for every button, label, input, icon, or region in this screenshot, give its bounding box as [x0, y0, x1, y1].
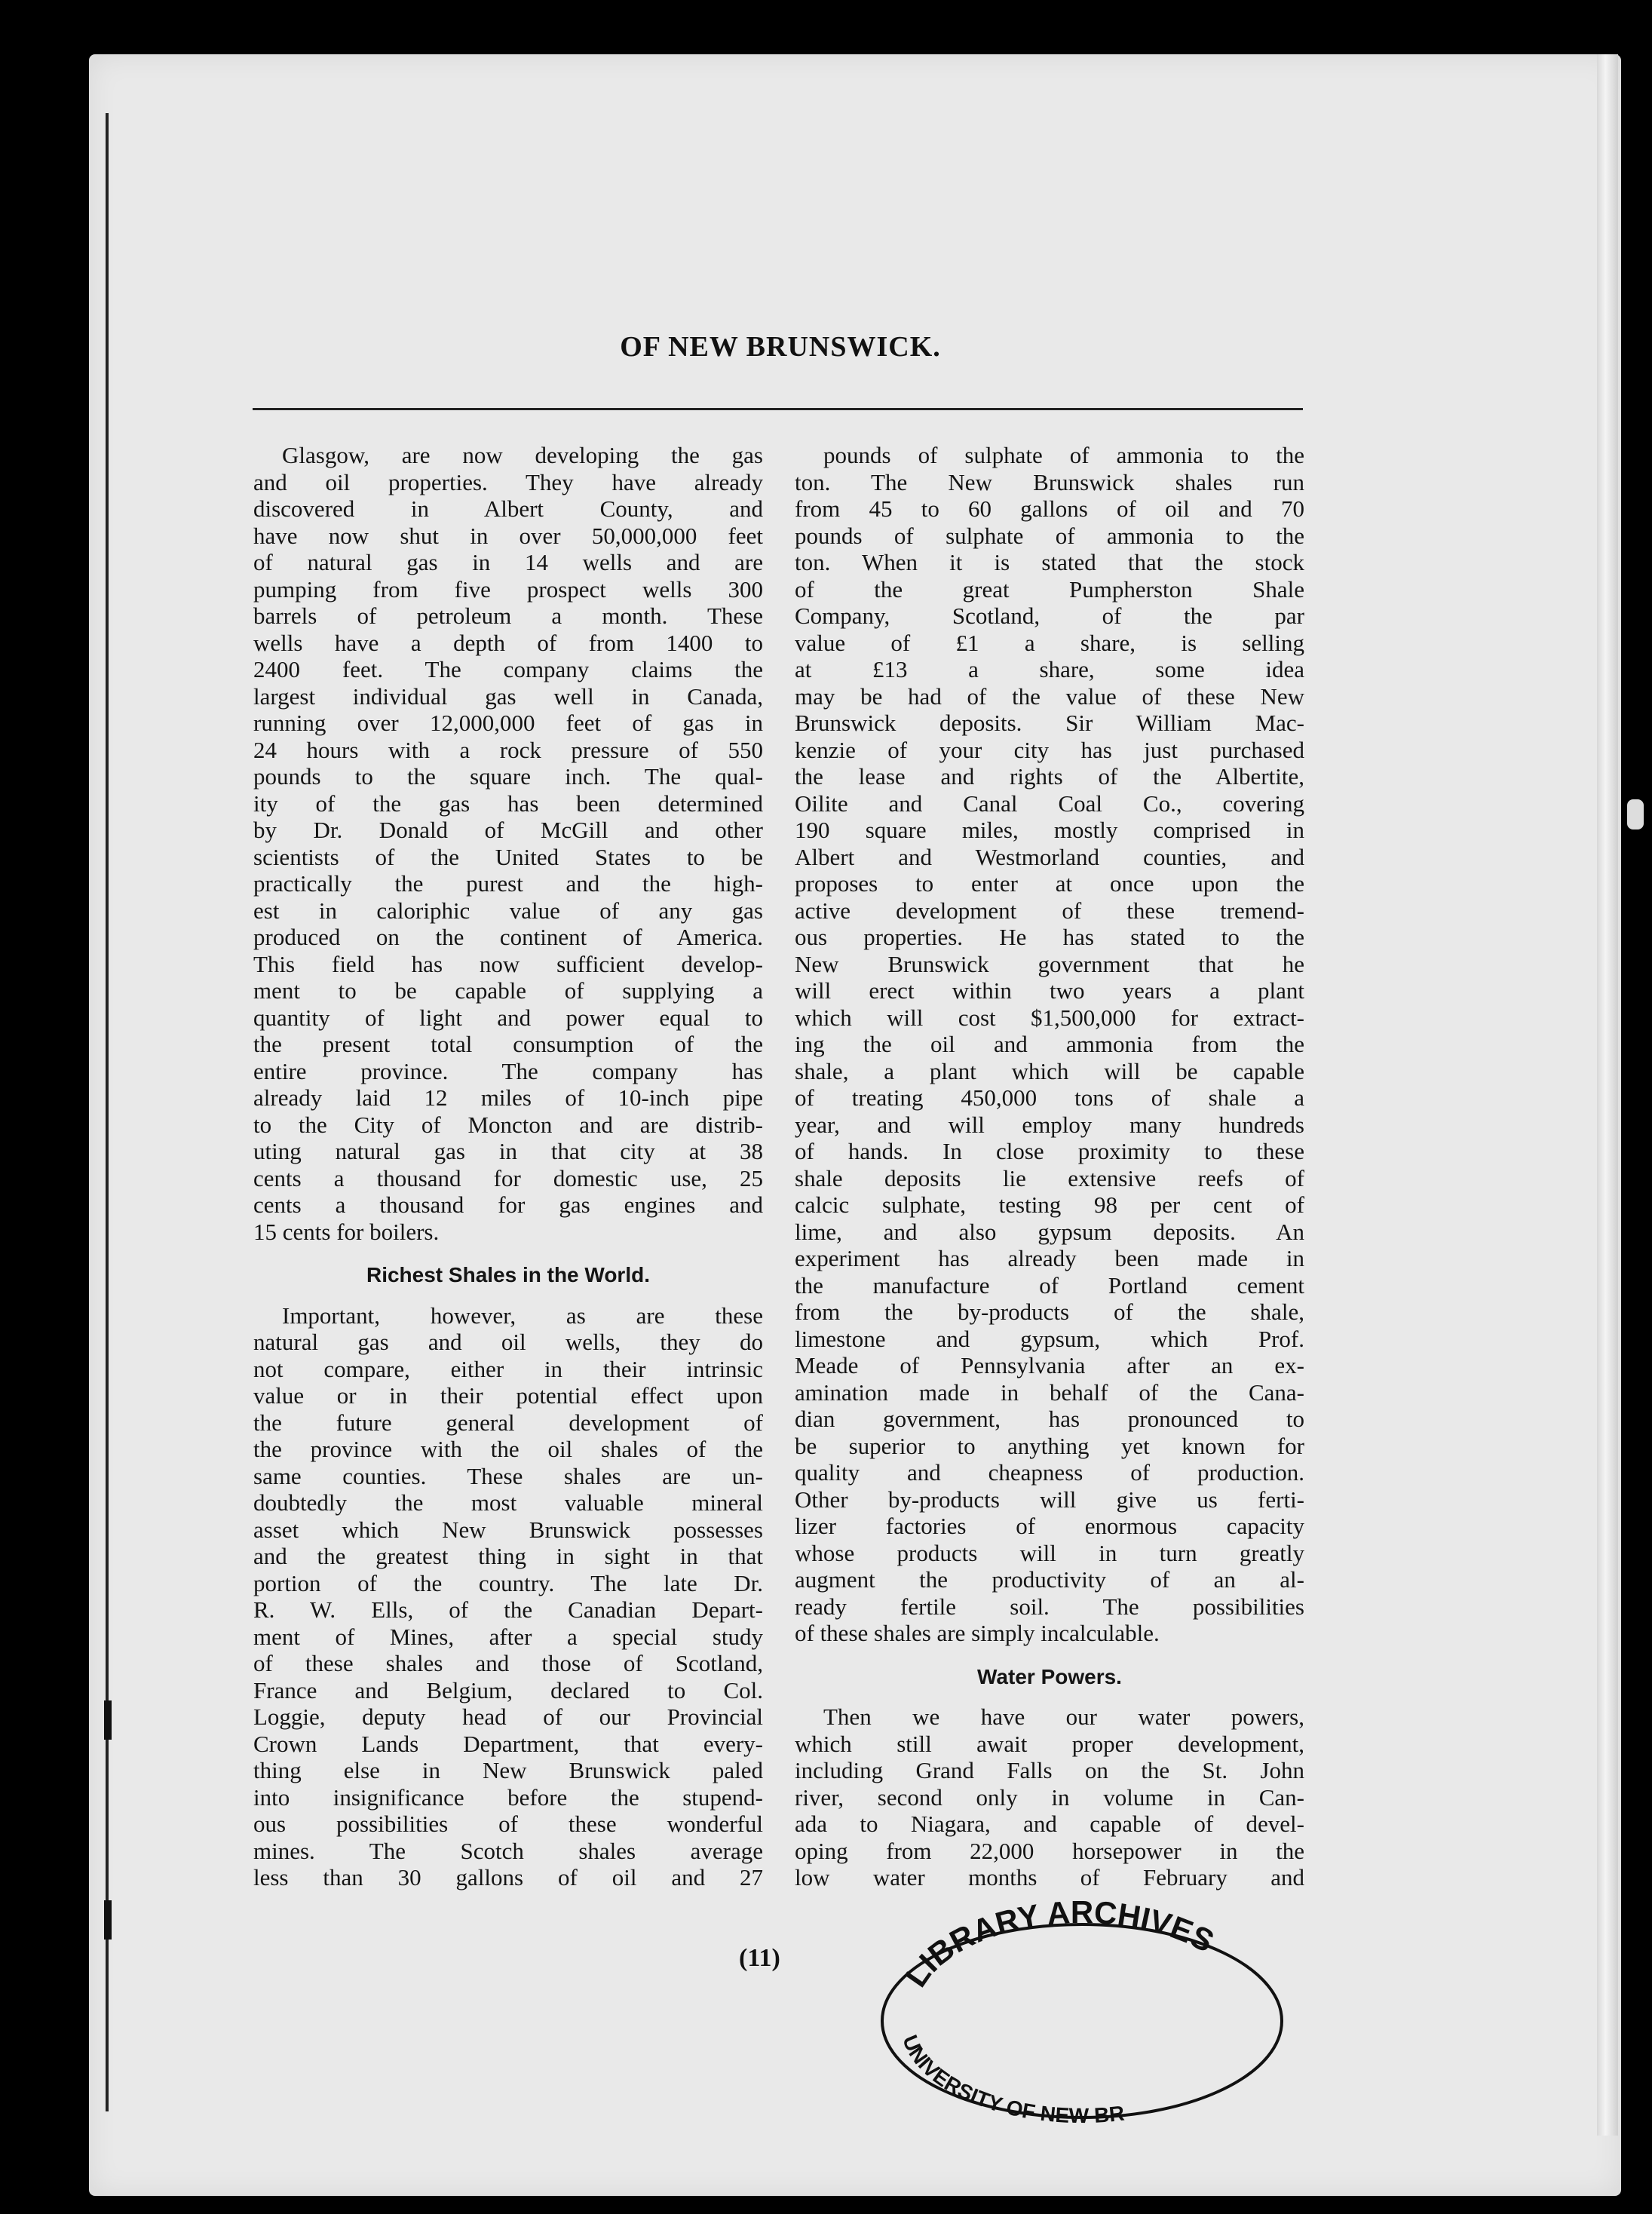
text-line: to the City of Moncton and are distrib-: [253, 1111, 763, 1138]
header-rule: [253, 408, 1303, 410]
text-line: ready fertile soil. The possibilities: [795, 1593, 1304, 1620]
text-line: Then we have our water powers,: [823, 1703, 1304, 1730]
paragraph: [253, 1302, 763, 1891]
text-line: Crown Lands Department, that every-: [253, 1730, 763, 1757]
text-line: dian government, has pronounced to: [795, 1406, 1304, 1432]
text-line: of these shales and those of Scotland,: [253, 1650, 763, 1676]
text-line: the present total consumption of the: [253, 1031, 763, 1057]
text-line: France and Belgium, declared to Col.: [253, 1676, 763, 1703]
text-line: ton. The New Brunswick shales run: [795, 468, 1304, 495]
text-line: the manufacture of Portland cement: [795, 1271, 1304, 1299]
text-line: already laid 12 miles of 10-inch pipe: [253, 1084, 763, 1111]
text-line: scientists of the United States to be: [253, 843, 763, 870]
text-line: practically the purest and the high-: [253, 870, 763, 897]
text-line: cents a thousand for domestic use, 25: [253, 1164, 763, 1191]
text-line: from 45 to 60 gallons of oil and 70: [795, 495, 1304, 522]
text-line: R. W. Ells, of the Canadian Depart-: [253, 1596, 763, 1623]
text-line: have now shut in over 50,000,000 feet: [253, 522, 763, 549]
text-line: produced on the continent of America.: [253, 924, 763, 950]
text-line: ity of the gas has been determined: [253, 790, 763, 817]
text-line: Loggie, deputy head of our Provincial: [253, 1703, 763, 1730]
text-line: value or in their potential effect upon: [253, 1382, 763, 1409]
text-line: largest individual gas well in Canada,: [253, 682, 763, 710]
text-line: asset which New Brunswick possesses: [253, 1516, 763, 1543]
text-line: be superior to anything yet known for: [795, 1432, 1304, 1459]
text-line: cents a thousand for gas engines and: [253, 1191, 763, 1218]
text-line: augment the productivity of an al-: [795, 1566, 1304, 1593]
text-line: quality and cheapness of production.: [795, 1459, 1304, 1486]
text-line: whose products will in turn greatly: [795, 1539, 1304, 1566]
text-line: by Dr. Donald of McGill and other: [253, 817, 763, 843]
book-spine: [106, 113, 109, 2111]
text-line: pounds to the square inch. The qual-: [253, 763, 763, 790]
text-line: wells have a depth of from 1400 to: [253, 629, 763, 656]
text-line: year, and will employ many hundreds: [795, 1111, 1304, 1138]
text-line: ing the oil and ammonia from the: [795, 1031, 1304, 1057]
text-line: lime, and also gypsum deposits. An: [795, 1218, 1304, 1245]
text-line: the lease and rights of the Albertite,: [795, 763, 1304, 790]
text-line: of the great Pumpherston Shale: [795, 575, 1304, 603]
text-line: limestone and gypsum, which Prof.: [795, 1325, 1304, 1352]
text-line: quantity of light and power equal to: [253, 1004, 763, 1031]
text-line: ada to Niagara, and capable of devel-: [795, 1811, 1304, 1837]
text-line: ous properties. He has stated to the: [795, 924, 1304, 950]
text-line: barrels of petroleum a month. These: [253, 603, 763, 629]
text-line: calcic sulphate, testing 98 per cent of: [795, 1191, 1304, 1218]
running-header: OF NEW BRUNSWICK.: [620, 331, 941, 363]
text-line: 2400 feet. The company claims the: [253, 656, 763, 682]
text-line: which will cost $1,500,000 for extract-: [795, 1004, 1304, 1031]
text-line: will erect within two years a plant: [795, 977, 1304, 1004]
section-heading: Richest Shales in the World.: [366, 1263, 650, 1286]
text-line: value of £1 a share, is selling: [795, 629, 1304, 656]
text-line: Company, Scotland, of the par: [795, 603, 1304, 629]
text-line: experiment has already been made in: [795, 1245, 1304, 1271]
text-line: Important, however, as are these: [282, 1302, 763, 1329]
text-line: of treating 450,000 tons of shale a: [795, 1084, 1304, 1111]
text-line: the province with the oil shales of the: [253, 1436, 763, 1462]
text-line: active development of these tremend-: [795, 897, 1304, 924]
text-line: pumping from five prospect wells 300: [253, 575, 763, 603]
text-line: shale, a plant which will be capable: [795, 1057, 1304, 1084]
text-line: and oil properties. They have already: [253, 468, 763, 495]
text-line: Albert and Westmorland counties, and: [795, 843, 1304, 870]
text-line: the future general development of: [253, 1409, 763, 1436]
text-line: portion of the country. The late Dr.: [253, 1569, 763, 1596]
text-line: from the by-products of the shale,: [795, 1299, 1304, 1325]
library-stamp: [871, 1900, 1293, 2127]
text-line: same counties. These shales are un-: [253, 1462, 763, 1489]
text-line: ous possibilities of these wonderful: [253, 1811, 763, 1837]
text-line: not compare, either in their intrinsic: [253, 1355, 763, 1382]
text-line: of natural gas in 14 wells and are: [253, 549, 763, 575]
text-line: of these shales are simply incalculable.: [795, 1620, 1160, 1646]
spine-mark: [104, 1900, 112, 1940]
text-line: ton. When it is stated that the stock: [795, 549, 1304, 575]
text-line: New Brunswick government that he: [795, 950, 1304, 977]
text-line: into insignificance before the stupend-: [253, 1783, 763, 1811]
text-line: less than 30 gallons of oil and 27: [253, 1864, 763, 1890]
text-line: which still await proper development,: [795, 1730, 1304, 1757]
text-line: Oilite and Canal Coal Co., covering: [795, 790, 1304, 817]
text-line: proposes to enter at once upon the: [795, 870, 1304, 897]
text-line: pounds of sulphate of ammonia to the: [823, 442, 1304, 468]
text-line: including Grand Falls on the St. John: [795, 1757, 1304, 1783]
text-line: 15 cents for boilers.: [253, 1218, 440, 1245]
stamp-top-text: LIBRARY ARCHIVES: [897, 1900, 1220, 1994]
text-line: This field has now sufficient develop-: [253, 950, 763, 977]
text-line: 24 hours with a rock pressure of 550: [253, 736, 763, 763]
text-line: Glasgow, are now developing the gas: [282, 442, 763, 468]
text-line: mines. The Scotch shales average: [253, 1837, 763, 1864]
text-line: discovered in Albert County, and: [253, 495, 763, 522]
text-line: Meade of Pennsylvania after an ex-: [795, 1352, 1304, 1378]
text-line: lizer factories of enormous capacity: [795, 1513, 1304, 1539]
text-line: doubtedly the most valuable mineral: [253, 1489, 763, 1516]
text-line: of hands. In close proximity to these: [795, 1138, 1304, 1164]
paragraph: [795, 1703, 1304, 1891]
text-line: may be had of the value of these New: [795, 682, 1304, 710]
text-line: shale deposits lie extensive reefs of: [795, 1164, 1304, 1191]
text-line: natural gas and oil wells, they do: [253, 1329, 763, 1355]
paragraph: [253, 442, 763, 1245]
text-line: pounds of sulphate of ammonia to the: [795, 522, 1304, 549]
text-line: and the greatest thing in sight in that: [253, 1543, 763, 1569]
text-line: thing else in New Brunswick paled: [253, 1757, 763, 1783]
paragraph: [795, 442, 1304, 1647]
text-line: river, second only in volume in Can-: [795, 1783, 1304, 1811]
text-line: Other by-products will give us ferti-: [795, 1486, 1304, 1513]
page-number: (11): [739, 1944, 780, 1972]
left-column: [253, 442, 763, 1891]
text-line: ment to be capable of supplying a: [253, 977, 763, 1004]
text-line: entire province. The company has: [253, 1057, 763, 1084]
edge-mark: [1627, 799, 1644, 829]
right-column: [795, 442, 1304, 1891]
text-line: at £13 a share, some idea: [795, 656, 1304, 682]
text-line: running over 12,000,000 feet of gas in: [253, 710, 763, 736]
text-line: oping from 22,000 horsepower in the: [795, 1837, 1304, 1864]
text-line: 190 square miles, mostly comprised in: [795, 817, 1304, 843]
text-line: est in caloriphic value of any gas: [253, 897, 763, 924]
section-heading: Water Powers.: [977, 1664, 1122, 1688]
text-line: uting natural gas in that city at 38: [253, 1138, 763, 1164]
text-line: low water months of February and: [795, 1864, 1304, 1890]
stamp-bottom-text: UNIVERSITY OF NEW BR: [898, 2032, 1126, 2127]
text-line: Brunswick deposits. Sir William Mac-: [795, 710, 1304, 736]
spine-mark: [104, 1700, 112, 1740]
page-edge: [1597, 54, 1618, 2136]
text-line: amination made in behalf of the Cana-: [795, 1378, 1304, 1406]
text-line: ment of Mines, after a special study: [253, 1623, 763, 1650]
text-line: kenzie of your city has just purchased: [795, 736, 1304, 763]
